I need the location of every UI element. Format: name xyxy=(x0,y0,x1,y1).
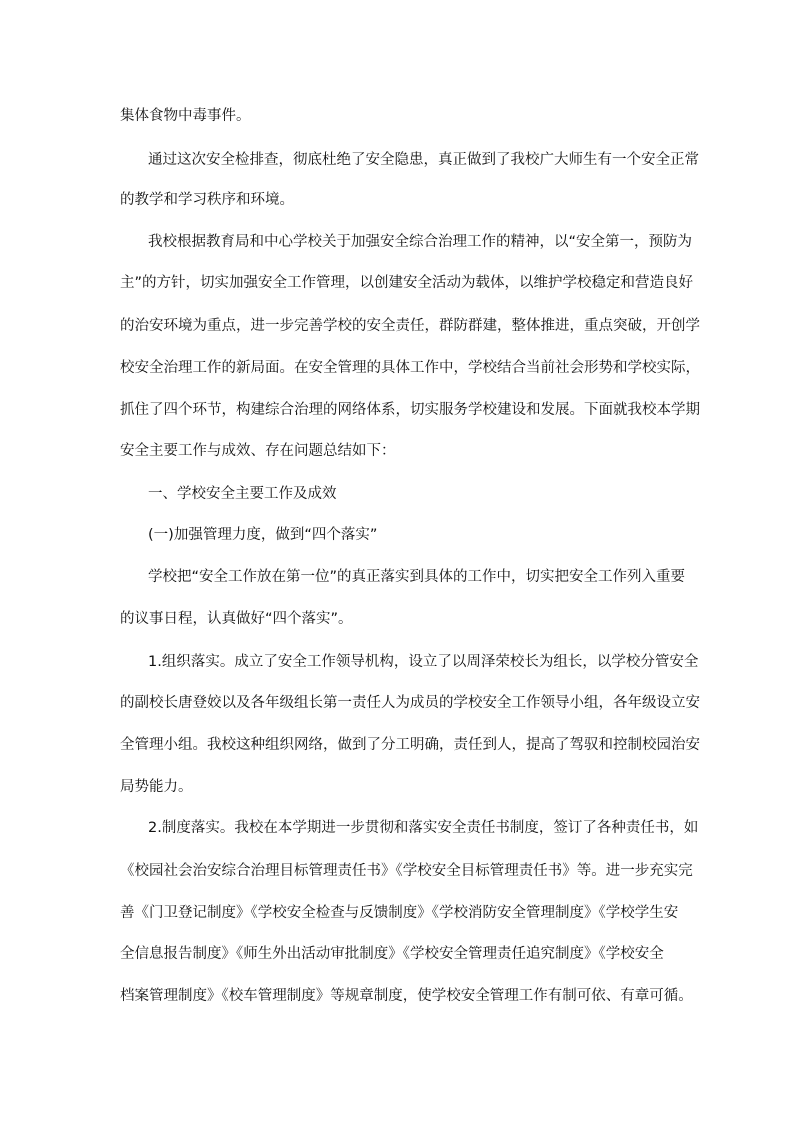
text-line: 校安全治理工作的新局面。在安全管理的具体工作中，学校结合当前社会形势和学校实际， xyxy=(120,360,700,376)
subsection-heading: (一)加强管理力度，做到“四个落实” xyxy=(148,527,378,543)
text-line: 全信息报告制度》《师生外出活动审批制度》《学校安全管理责任追究制度》《学校安全 xyxy=(120,946,664,962)
paragraph-start-line: 1.组织落实。成立了安全工作领导机构，设立了以周泽荣校长为组长，以学校分管安全 xyxy=(148,654,699,670)
text-line: 善《门卫登记制度》《学校安全检查与反馈制度》《学校消防安全管理制度》《学校学生安 xyxy=(120,905,679,921)
text-line: 的教学和学习秩序和环境。 xyxy=(120,192,294,208)
text-line: 的治安环境为重点，进一步完善学校的安全责任，群防群建，整体推进，重点突破，开创学 xyxy=(120,318,700,334)
text-line: 集体食物中毒事件。 xyxy=(120,108,251,124)
text-line: 《校园社会治安综合治理目标管理责任书》《学校安全目标管理责任书》等。进一步充实完 xyxy=(120,863,693,879)
paragraph-start-line: 2.制度落实。我校在本学期进一步贯彻和落实安全责任书制度，签订了各种责任书，如 xyxy=(148,820,699,836)
text-line: 抓住了四个环节，构建综合治理的网络体系，切实服务学校建设和发展。下面就我校本学期 xyxy=(120,402,700,418)
paragraph-start-line: 学校把“安全工作放在第一位”的真正落实到具体的工作中，切实把安全工作列入重要 xyxy=(148,569,686,585)
text-line: 局势能力。 xyxy=(120,779,193,795)
text-line: 档案管理制度》《校车管理制度》等规章制度，使学校安全管理工作有制可依、有章可循。 xyxy=(120,988,693,1004)
text-line: 主”的方针，切实加强安全工作管理，以创建安全活动为载体，以维护学校稳定和营造良好 xyxy=(120,275,694,291)
text-line: 全管理小组。我校这种组织网络，做到了分工明确，责任到人，提高了驾驭和控制校园治安 xyxy=(120,737,700,753)
paragraph-start-line: 我校根据教育局和中心学校关于加强安全综合治理工作的精神，以“安全第一，预防为 xyxy=(148,234,693,250)
text-line: 的议事日程，认真做好“四个落实”。 xyxy=(120,611,353,627)
paragraph-start-line: 通过这次安全检排查，彻底杜绝了安全隐患，真正做到了我校广大师生有一个安全正常 xyxy=(148,152,699,168)
section-heading: 一、学校安全主要工作及成效 xyxy=(148,486,337,502)
text-line: 的副校长唐登姣以及各年级组长第一责任人为成员的学校安全工作领导小组，各年级设立安 xyxy=(120,695,700,711)
text-line: 安全主要工作与成效、存在问题总结如下： xyxy=(120,443,396,459)
